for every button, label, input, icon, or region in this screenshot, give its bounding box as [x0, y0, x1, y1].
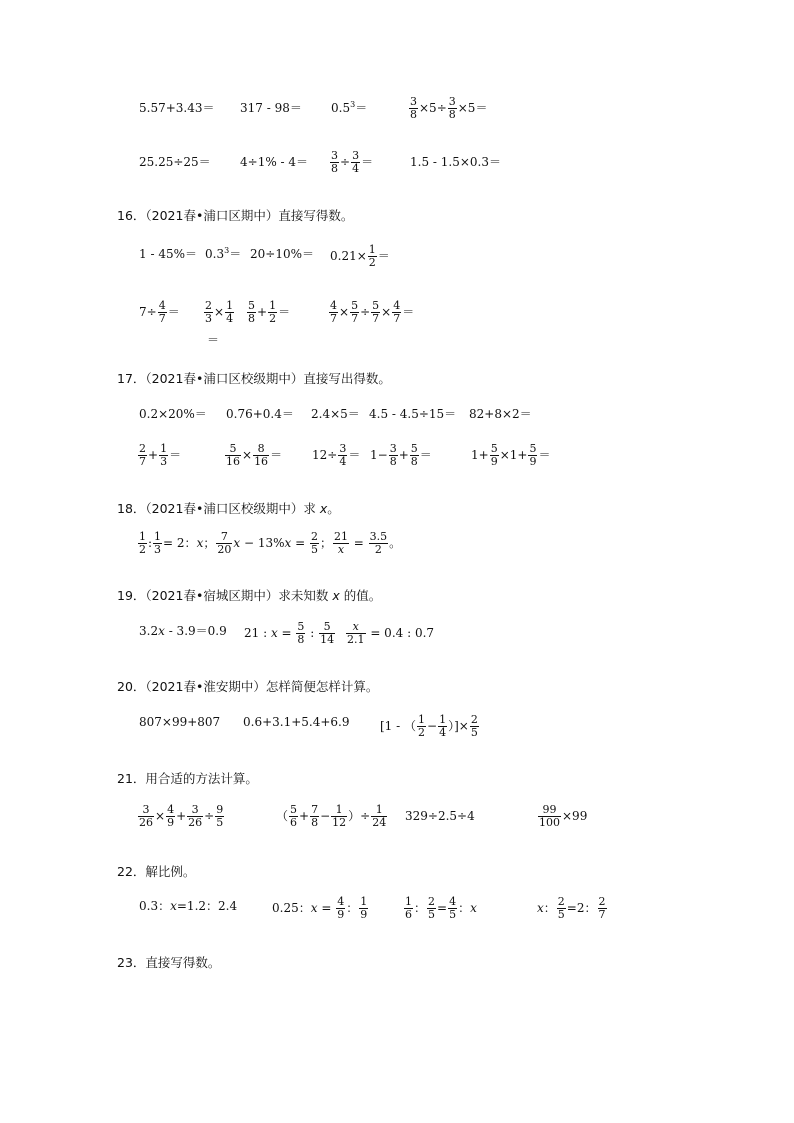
question-18-title: 18．（2021春•浦口区校级期中）求 x。: [117, 501, 340, 516]
problem: 25.25÷25＝: [139, 155, 211, 169]
sec16-row2: [0, 300, 794, 360]
sec22-row1: [0, 896, 794, 956]
question-20-title: 20．（2021春•淮安期中）怎样简便怎样计算。: [117, 679, 379, 694]
problem: $\frac{5}{16}$ × $\frac{8}{16}$ ＝: [226, 442, 283, 468]
problem: $\frac{99}{100}$ ×99: [539, 803, 588, 829]
problem: 1+ $\frac{5}{9}$ ×1+ $\frac{5}{9}$ ＝: [471, 442, 551, 468]
problem: 1 - 45%＝: [139, 247, 197, 261]
problem: 0.2×20%＝: [139, 407, 207, 421]
problem: 21 : x = $\frac{5}{8}$ : $\frac{5}{14}$: [244, 620, 335, 646]
question-21-title: 21．用合适的方法计算。: [117, 771, 258, 786]
sec17-row2: [0, 443, 794, 503]
problem: $\frac{5}{8}$ + $\frac{1}{2}$ ＝: [248, 299, 291, 325]
problem: 1.5 - 1.5×0.3＝: [410, 155, 501, 169]
problem-equals: ＝: [207, 333, 220, 347]
problem: $\frac{3}{8}$ ×5÷ $\frac{3}{8}$ ×5＝: [410, 95, 488, 121]
problem: 82+8×2＝: [469, 407, 532, 421]
problem: 0.76+0.4＝: [226, 407, 294, 421]
problem: （ $\frac{5}{6}$ + $\frac{7}{8}$ − $\frac{1}{12}$ ）÷ $\frac{1}{24}$: [276, 803, 387, 829]
problem: 7÷ $\frac{4}{7}$ ＝: [139, 299, 180, 325]
problem: 2.4×5＝: [311, 407, 360, 421]
sec21-row1: [0, 804, 794, 864]
problem: 0.3：x=1.2：2.4: [139, 899, 238, 913]
question-17-title: 17．（2021春•浦口区校级期中）直接写出得数。: [117, 371, 391, 386]
question-23-title: 23．直接写得数。: [117, 955, 221, 970]
problem: 3.2x - 3.9＝0.9: [139, 624, 227, 638]
question-16-title: 16．（2021春•浦口区期中）直接写得数。: [117, 208, 354, 223]
problem: 0.6+3.1+5.4+6.9: [243, 715, 350, 729]
problem: $\frac{3}{26}$ × $\frac{4}{9}$ + $\frac{3}{26}$ ÷ $\frac{9}{5}$: [139, 803, 224, 829]
sec15-row2: [0, 150, 794, 210]
sec19-row1: [0, 621, 794, 681]
problem: 5.57+3.43＝: [139, 101, 215, 115]
problem: 317 - 98＝: [240, 101, 302, 115]
sec15-row1: [0, 96, 794, 156]
sec16-row1: [0, 242, 794, 302]
problem: 4.5 - 4.5÷15＝: [369, 407, 457, 421]
problem: $\frac{4}{7}$ × $\frac{5}{7}$ ÷ $\frac{5}{7}$ × $\frac{4}{7}$ ＝: [330, 299, 415, 325]
sec20-row1: [0, 712, 794, 772]
sec18-row1: [0, 531, 794, 591]
problem: 329÷2.5÷4: [405, 809, 475, 823]
problem: 0.25：x = $\frac{4}{9}$ ： $\frac{1}{9}$: [272, 895, 368, 921]
problem: $\frac{2}{7}$ + $\frac{1}{3}$ ＝: [139, 442, 182, 468]
problem: [1 - （ $\frac{1}{2}$ − $\frac{1}{4}$ ）]× $\frac{2}{5}$: [380, 713, 478, 739]
fraction: $\frac{3}{8}$: [448, 95, 456, 121]
problem: 12÷ $\frac{3}{4}$ ＝: [312, 442, 361, 468]
problem: $0.3^3=$: [205, 246, 242, 261]
problem: $\frac{2}{3}$ × $\frac{1}{4}$: [205, 299, 234, 325]
problem: $\frac{1}{6}$ ： $\frac{2}{5}$ = $\frac{4}{5}$ ：x: [405, 895, 477, 921]
problem: $\frac{3}{8}$ ÷ $\frac{3}{4}$ ＝: [331, 149, 374, 175]
problem: 807×99+807: [139, 715, 221, 729]
problem: 4÷1% - 4＝: [240, 155, 309, 169]
question-19-title: 19．（2021春•宿城区期中）求未知数 x 的值。: [117, 588, 382, 603]
fraction: $\frac{3}{8}$: [410, 95, 417, 121]
problem: $\frac{1}{2}$ : $\frac{1}{3}$ = 2：x； $\frac{7}{20}$ x − 13%x = $\frac{2}{5}$ ； $\frac{21}{x}$ = $\frac{3.5}{2}$ 。: [139, 530, 402, 556]
problem: 0.21× $\frac{1}{2}$ ＝: [330, 243, 390, 269]
problem: x： $\frac{2}{5}$ =2： $\frac{2}{7}$: [537, 895, 606, 921]
question-22-title: 22．解比例。: [117, 864, 196, 879]
problem: 1− $\frac{3}{8}$ + $\frac{5}{8}$ ＝: [370, 442, 432, 468]
problem: 20÷10%＝: [250, 247, 314, 261]
problem: $\frac{x}{2.1}$ = 0.4 : 0.7: [347, 620, 435, 646]
problem: $0.5^3=$: [331, 100, 368, 115]
